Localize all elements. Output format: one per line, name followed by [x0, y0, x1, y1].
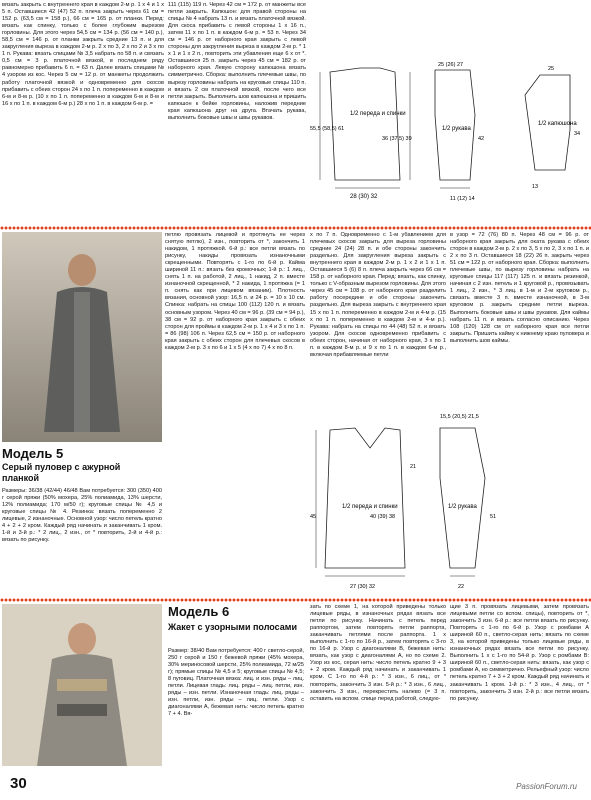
model-photo — [2, 604, 162, 766]
watermark: PassionForum.ru — [516, 782, 577, 791]
section-divider — [0, 598, 591, 602]
text-column: петлю провязать лицевой и протянуть ее через снятую петлю), 2 изн., повторить от *, закончить 1 накидом, 1 протяжкой. 6-й р.: все петли вязать по рисунку, накиды провязать изнаночными скрещенными. Повторять с 1-го по 6-й р. Кайма шириной 11 п.: вязать без кромочных; 1-й р.: 1 лиц., снять 1 п. на работой, 2 лиц., 1 накид, 2 п. вместе изнаночной скрещенной, * 2 накида, 1 протяжка (= 1 п. снять как при лицевом вязании). Плотность вязания, основной узор: 16,5 п. и 24 р. = 10 x 10 см. Спинка: набрать на спицы 100 (112) 120 п. и вязать основным узором. Через 40 см = 96 р. (39 см = 94 р.), 38 см = 92 р. от наборного края закрыть с обеих сторон для проймы в каждом 2-м р. 1 x 4 и 3 x по 1 п. = 86 (98) 106 п. Через 62,5 см = 150 р. от наборного края закрыть с обеих сторон для плечевых скосов в каждом 2-м р. 3 x по 6 и 1 x 5 (4 x по 7) 4 x по 8 п. — [165, 232, 305, 351]
model-title: Жакет с узорными полосами — [168, 622, 297, 632]
diagram-label: 25 — [548, 66, 555, 72]
diagram-label: 1/2 рукава — [442, 126, 471, 132]
text-column: зать по схеме 1, на которой приведены только лицевые ряды, в изнаночных рядах вязать все петли по рисунку. Начинать с петель перед раппортом, затем повторять петли раппорта, заканчивать петлями после раппорта. 1 x выполнить с 1-го по 16-й р., затем повторять с 3-го по 16-й р. Узор с диагоналями В, бежевая нить: вязать, как узор с диагоналями А, но по схеме 2. Узор из кос, серая нить: число петель кратно 9 + 3 + 2 кром. Каждый ряд начинать и заканчивать 1 кром. С 1-го по 4-й р.: * 3 изн., 6 лиц., от * повторить, закончить 3 изн. 5-й р.: * 3 изн., 6 лиц., закончить 3 изн., перекрестить налево (= 3 п. оставить на вспом. спице перед работой, следую- — [310, 604, 446, 702]
diagram-label: 1/2 переда и спинки — [342, 504, 398, 510]
diagram-label: 1/2 рукава — [448, 504, 477, 510]
diagram-label: 40 (39) 38 — [370, 514, 396, 520]
text-column: вязать закрыть с внутреннего края в каждом 2-м р. 1 x 4 и 1 x 5 п. Оставшиеся 42 (47) 52 п. плеча закрыть через 61 см = 152 р. (63,5 см = 158 р.), 66 см = 165 р. от планки. Перед: вязать как спинку, только с более глубоким вырезом горловины. Для этого через 54,5 см = 134 р. (56 см = 140 р.), 58,5 см = 146 р. от планки закрыть средние 13 п. и для закругления выреза в каждом 2-м р. 2 x по 3, 2 x по 2 и 3 x по 1 п. Рукава: вязать спицами № 3,5 набрать по 58 п. и связать 0,5 см = 3 р. платочной вязкой, в последнем ряду равномерно прибавить 6 п. = 63 п. Далее вязать спицами № 4 узором из кос. Через 5 см = 12 р. от манжеты продолжить работу платочной вязкой и одновременно для скосов прибавить с обеих сторон 24 x по 1 п. попеременно в каждом 6-м и 8-м р. (10 x по 1 п. попеременно в каждом 6-м и 8-м и 16 x по 1 п. в каждом 6-м р.) 28 x по 1 п. в каждом 6-м р. = — [2, 2, 164, 107]
pattern-diagram — [310, 60, 590, 225]
model-number: Модель 6 — [168, 604, 230, 619]
diagram-label: 34 — [574, 131, 581, 137]
diagram-label: 45 — [310, 514, 317, 520]
pattern-diagram — [310, 408, 590, 596]
diagram-label: 27 (30) 32 — [350, 584, 376, 590]
diagram-label: 55,5 (58,5) 61 — [310, 126, 345, 132]
diagram-label: 1/2 переда и спинки — [350, 111, 406, 117]
page-number: 30 — [10, 775, 27, 792]
diagram-label: 13 — [532, 184, 539, 190]
diagram-label: 21 — [410, 464, 417, 470]
diagram-label: 36 (37,5) 39 — [382, 136, 412, 142]
diagram-label: 15,5 (20,5) 21,5 — [440, 414, 479, 420]
model-number: Модель 5 — [2, 446, 64, 461]
diagram-label: 11 (12) 14 — [450, 196, 475, 202]
text-column: 111 (115) 119 п. Через 42 см = 172 р. от манжеты все петли закрыть. Капюшон: для правой стороны на спицы № 4 набрать 13 п. и вязать платочной вязкой. Для скоса прибавить с левой стороны 1 x 16 п., затем 11 x по 1 п. в каждом 6-м р. = 53 п. Через 34 см = 146 р. от наборного края закрыть с левой стороны для закругления выреза в каждом 2-м р. * 1 x 1 и 1 x 2 п., повторить эти убавления еще 6 x от *. Оставшиеся 25 п. закрыть через 45 см = 182 р. от наборного края. Левую сторону капюшона вязать симметрично. Сборка: выполнить плечевые швы, по вырезу горловины набрать на круговые спицы 110 п. и вязать 2 см платочной вязкой, после чего все петли закрыть. Выполнить шов капюшона и пришить капюшон к бейке горловины, наложив передние края капюшона друг на друга. Втачать рукава, выполнить боковые швы и швы рукавов. — [168, 2, 306, 121]
diagram-label: 1/2 капюшона — [538, 121, 577, 127]
text-column: x по 7 п. Одновременно с 1-м убавлением для плечевых скосов закрыть для выреза горловины средние 24 (24) 28 п. и обе стороны закончить раздельно. Для закругления выреза закрыть с внутреннего края в каждом 2-м р. 1 x 2 и 1 x 1 п. Оставшиеся 5 (6) 8 п. плеча закрыть через 66 см = 158 р. от наборного края. Перед: вязать, как спинку, только с V-образным вырезом горловины. Для этого через 45 см = 108 р. от наборного края разделить работу посередине и обе стороны закончить раздельно. Для выреза закрыть с внутреннего края 15 x по 1 п. попеременно в каждом 2-м и 4-м р. (15 x по 1 п. попеременно в каждом 2-м и 4-м р.). Рукава: набрать на спицы по 44 (48) 52 п. и вязать узором. Для скосов одновременно прибавить с обеих сторон, начиная от наборного края, 3 x по 1 п. в каждом 8-м р. и 9 x по 1 п. в каждом 6-м р., включая прибавляемые петли — [310, 232, 446, 358]
text-column: Размер: 38/40 Вам потребуется: 400 г светло-серой, 250 г серой и 150 г бежевой пряжи (45% мохера, 30% мериносовой шерсти, 25% полиамида, 72 м/25 г); прямые спицы № 4,5 и 5; круговые спицы № 4,5; 8 пуговиц. Платочная вязка: лиц. и изн. ряды – лиц. петли. Лицевая гладь: лиц. ряды – лиц. петли, изн. ряды – изн. петли. Изнаночная гладь: лиц. ряды – изн. петли, изн. ряды – лиц. петли. Узор с диагоналями А, бежевая нить: число петель кратно 7 + 4. Вя- — [168, 648, 304, 718]
model-title: Серый пуловер с ажурной планкой — [2, 462, 121, 483]
text-column: в узор = 72 (76) 80 п. Через 48 см = 96 р. от наборного края закрыть для оката рукава с обеих сторон в каждом 2-м р. 2 x по 3, 5 x по 2, 3 x по 1 п. и 2 x по 3 п. Оставшиеся 18 (22) 26 п. закрыть через 51 см = 122 р. от наборного края. Сборка: выполнить плечевые швы, по вырезу горловины набрать на круговые спицы 117 (117) 125 п. и вязать резинкой, начиная с 2 изн. петель и 1 круговой р., провязывать 1 лиц., 2 изн., * 3 лиц. в 1-м и 2-м круговом р., связать вместе 3 п. вместе изнаночной, в 3-м круговом р. закрыть средние петли выреза. Выполнить боковые швы и швы рукавов. Для каймы набрать 11 п. и вязать согласно описанию. Через 108 (120) 128 см от наборного края все петли закрыть. Пришить кайму к нижнему краю пуловера и выполнить шов каймы. — [450, 232, 589, 344]
diagram-label: 25 (26) 27 — [438, 62, 464, 68]
diagram-label: 28 (30) 32 — [350, 194, 378, 200]
model-photo — [2, 232, 162, 442]
diagram-label: 42 — [478, 136, 485, 142]
text-column: Размеры: 36/38 (42/44) 46/48 Вам потребуется: 300 (350) 400 г серой пряжи (50% мохера, 25% полиамида, 13% шерсти, 12% полиамида; 170 м/50 г); круговые спицы № 4,5 и круговые спицы № 4. Резинка: вязать попеременно 2 лицевые, 2 изнаночные. Основной узор: число петель кратно 4 + 2 + 2 кром. Каждый ряд начинать и заканчивать 1 кром. 1-й и 3-й р.: * 2 лиц., 2 изн., от * повторить, 2-й и 4-й р.: вязать по рисунку. — [2, 488, 162, 544]
section-divider — [0, 226, 591, 230]
diagram-label: 22 — [458, 584, 465, 590]
diagram-label: 51 — [490, 514, 497, 520]
text-column: щие 3 п. провязать лицевыми, затем провязать лицевыми петли со вспом. спицы), повторить от *, закончить 3 изн. 6-й р.: все петли вязать по рисунку. Повторять с 1-го по 6-й р. Узор с ромбами А шириной 60 п., светло-серая нить: вязать по схеме 3, на которой приведены только лицевые ряды, в изнаночных рядах вязать все петли по рисунку. Выполнить 1 x с 1-го по 54-й р. Узор с ромбами В: шириной 60 п., светло-серая нить: вязать, как узор с ромбами А, но симметрично. Рельефный узор: число петель кратно 7 + 3 + 2 кром. Каждый ряд начинать и заканчивать 1 кром. 1-й р.: * 3 изн., 4 лиц., от * повторить, закончить 3 изн. 2-й р.: все петли вязать по рисунку. — [450, 604, 589, 702]
